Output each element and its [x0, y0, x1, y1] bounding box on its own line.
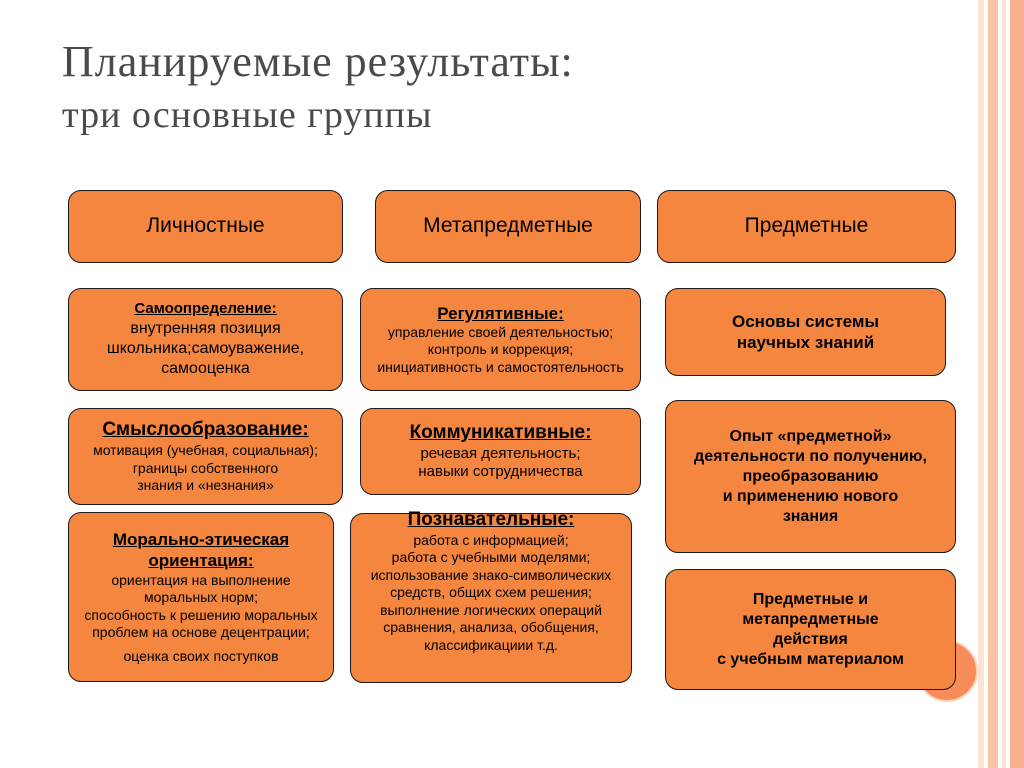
box-line: управление своей деятельностью; — [387, 323, 614, 340]
box-line: способность к решению моральных — [84, 606, 318, 623]
box-line: выполнение логических операций — [380, 601, 602, 618]
box-heading: Смыслообразование: — [102, 419, 309, 441]
box-line: внутренняя позиция — [130, 319, 281, 337]
box-line: речевая деятельность; — [420, 444, 581, 462]
box-communicative — [360, 408, 641, 495]
box-line: научных знаний — [736, 333, 875, 352]
box-line: классификациии т.д. — [424, 636, 558, 653]
box-line: знания — [782, 507, 839, 525]
box-line: преобразованию — [742, 467, 879, 485]
box-heading: Регулятивные: — [437, 303, 564, 323]
slide-title — [62, 37, 574, 136]
slide-title-line2: три основные группы — [62, 94, 433, 136]
slide-title-line1: Планируемые результаты: — [62, 37, 574, 86]
box-line: Опыт «предметной» — [729, 427, 892, 445]
box-line: Предметные и — [752, 590, 869, 608]
box-line: знания и «незнания» — [137, 477, 274, 494]
box-subject-experience — [665, 400, 956, 553]
box-line: самооценка — [161, 359, 250, 377]
box-line: моральных норм; — [144, 589, 258, 605]
box-line: и применению нового — [722, 487, 899, 505]
box-line: границы собственного — [132, 459, 279, 476]
box-regulatory — [360, 288, 641, 391]
box-line: деятельности по получению, — [694, 447, 927, 465]
box-line: Основы системы — [731, 311, 880, 331]
box-line: оценка своих поступков — [123, 647, 279, 664]
box-line: ориентация на выполнение — [111, 571, 291, 588]
box-line: мотивация (учебная, социальная); — [93, 442, 318, 459]
box-line: метапредметные — [742, 610, 879, 628]
box-line: с учебным материалом — [717, 650, 904, 668]
box-line: действия — [773, 630, 848, 648]
box-moral-orientation — [68, 512, 334, 682]
box-line: навыки сотрудничества — [418, 463, 583, 481]
decorative-stripes — [978, 0, 1024, 768]
box-heading: Самоопределение: — [134, 300, 277, 318]
box-line: использование знако-символических — [370, 566, 612, 583]
box-heading: Коммуникативные: — [409, 421, 592, 443]
box-line: проблем на основе децентрации; — [92, 624, 310, 640]
box-line: сравнения, анализа, обобщения, — [383, 619, 599, 636]
box-cognitive — [350, 509, 632, 683]
box-line: школьника;самоуважение, — [106, 339, 305, 357]
box-line: работа с информацией; — [413, 531, 569, 548]
box-line: инициативность и самостоятельность — [377, 358, 624, 375]
box-line: контроль и коррекция; — [427, 341, 574, 358]
box-heading: Морально-этическая ориентация: — [112, 530, 290, 571]
box-self-determination — [68, 288, 343, 391]
box-meaning-formation — [68, 408, 343, 505]
header-metasubject: Метапредметные — [375, 190, 641, 263]
box-scientific-knowledge — [665, 288, 946, 376]
box-heading: Познавательные: — [407, 509, 575, 530]
box-line: работа с учебными моделями; — [391, 549, 591, 566]
header-personal: Личностные — [68, 190, 343, 263]
header-subject: Предметные — [657, 190, 956, 263]
box-subject-actions — [665, 569, 956, 690]
box-line: средств, общих схем решения; — [390, 584, 592, 601]
